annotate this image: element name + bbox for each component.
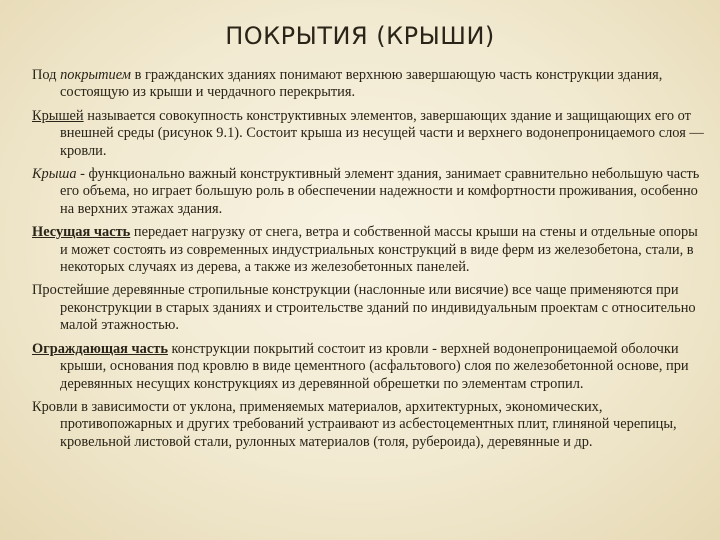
term-pokrytiem: покрытием	[60, 67, 131, 83]
paragraph-text: в гражданских зданиях понимают верхнюю завершающую часть конструкции здания, состоящую из крыши и чердачного перекрытия.	[60, 67, 663, 101]
paragraph-text: называется совокупность конструктивных элементов, завершающих здание и защищающих его от внешней среды (рисунок 9.1). Состоит крыша из несущей части и верхнего водонепроницаемого слоя — кровли.	[60, 107, 704, 159]
paragraph-krysha-definition	[32, 108, 704, 160]
paragraph-text: Под	[32, 67, 61, 83]
paragraph-nesushchaya-chast	[32, 224, 704, 276]
term-krysha: Крыша	[32, 166, 77, 183]
paragraph-pokrytie	[32, 67, 704, 102]
paragraph-krovli	[32, 399, 704, 451]
term-nesushchaya-chast: Несущая часть	[32, 224, 131, 241]
paragraph-krysha-function	[32, 166, 704, 218]
term-ograzhdayushchaya-chast: Ограждающая часть	[32, 340, 168, 357]
paragraph-ograzhdayushchaya-chast	[32, 341, 704, 393]
paragraph-text: - функционально важный конструктивный элемент здания, занимает сравнительно небольшую часть его объема, но играет большую роль в обеспечении надежности и комфортности проживания, особенно на верхних этажах здания.	[60, 166, 700, 217]
slide-title: ПОКРЫТИЯ (КРЫШИ)	[225, 22, 495, 50]
paragraph-text: Кровли в зависимости от уклона, применяемых материалов, архитектурных, экономических, противопожарных и других требований устраивают из асбестоцементных плит, глиняной черепицы, кровельной листовой стали, рулонных материалов (толя, рубероида), деревянные и др.	[32, 398, 677, 450]
term-krysheй: Крышей	[32, 107, 84, 124]
paragraph-text: конструкции покрытий состоит из кровли - верхней водонепроницаемой оболочки крыши, основания под кровлю в виде цементного (асфальтового) слоя по железобетонной основе, при деревянных несущих конструкциях из деревянной обрешетки по элементам стропил.	[60, 340, 689, 392]
paragraph-stropilnye	[32, 282, 704, 334]
paragraph-text: Простейшие деревянные стропильные конструкции (наслонные или висячие) все чаще применяются при реконструкции в старых зданиях и строительстве зданий по индивидуальным проектам с относительно малой этажностью.	[32, 282, 696, 334]
slide-body	[32, 67, 704, 451]
paragraph-text: передает нагрузку от снега, ветра и собственной массы крыши на стены и отдельные опоры и может состоять из современных индустриальных конструкций в виде ферм из железобетона, стали, в некоторых случаях из дерева, а также из железобетонных панелей.	[60, 224, 698, 276]
